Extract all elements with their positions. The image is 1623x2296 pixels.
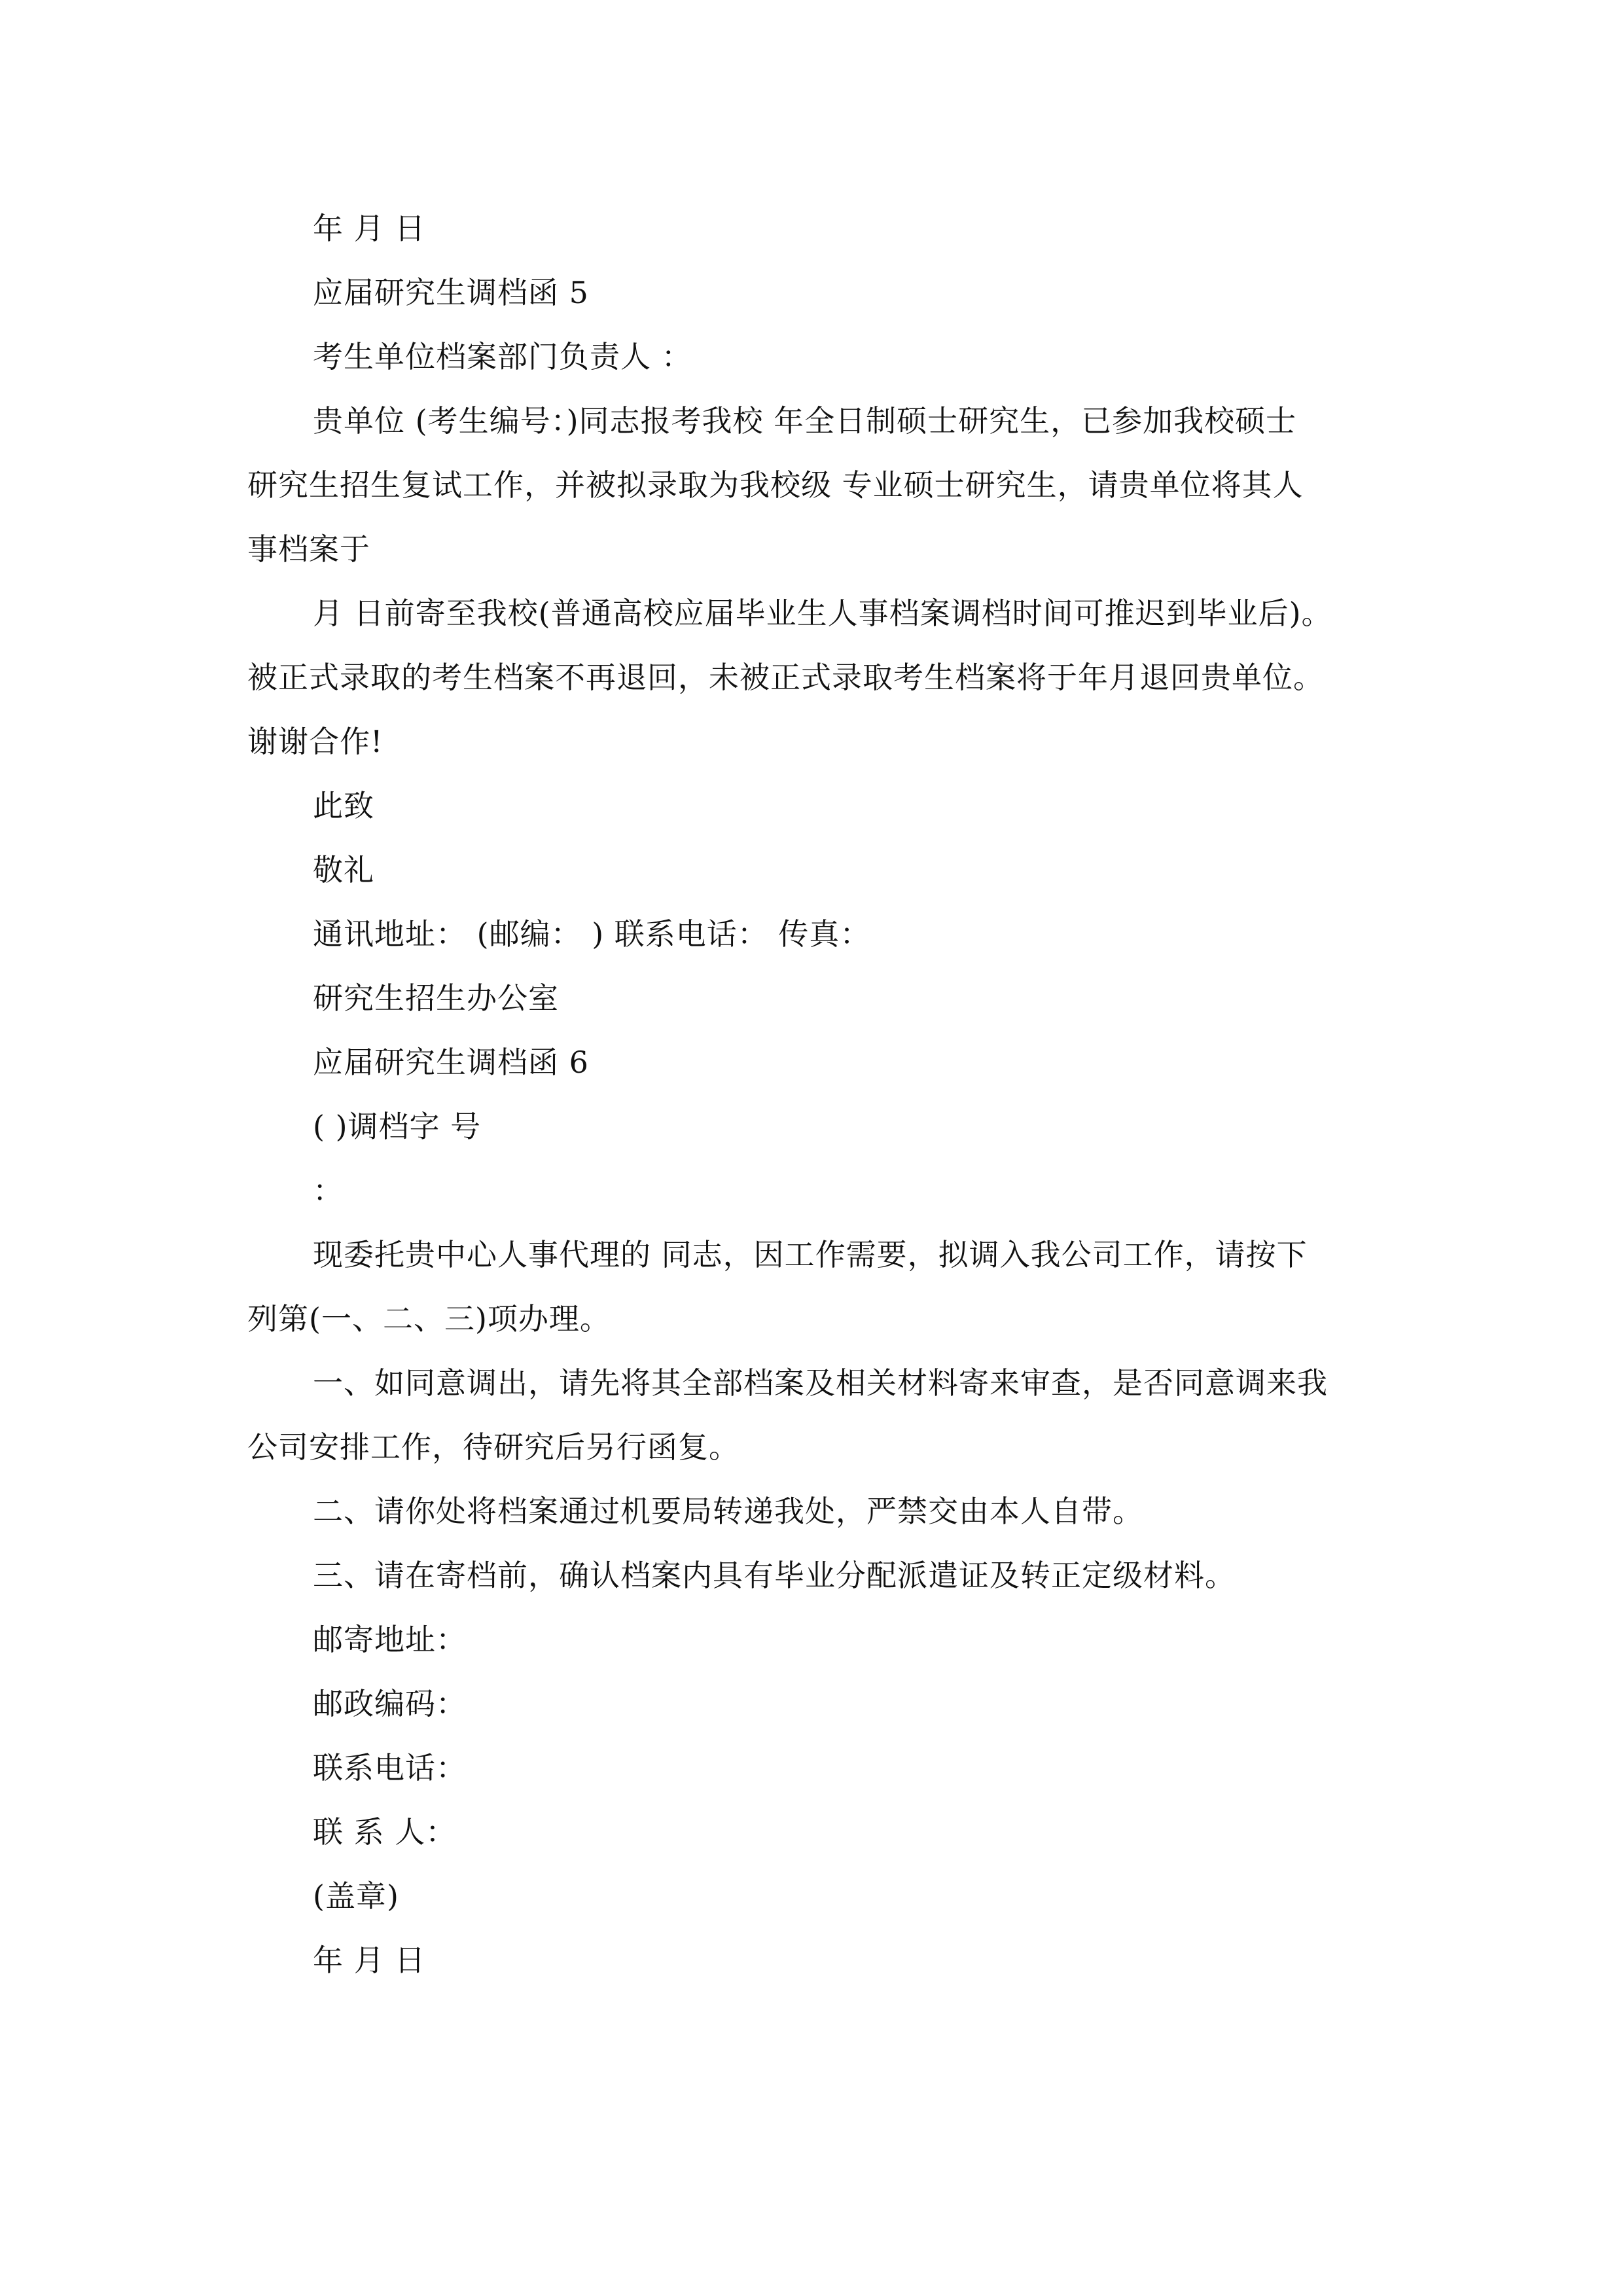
seal-label: (盖章)	[313, 1878, 399, 1914]
paragraph-line: 列第(一、二、三)项办理。	[247, 1301, 611, 1336]
paragraph-line: 被正式录取的考生档案不再退回，未被正式录取考生档案将于年月退回贵单位。	[247, 660, 1324, 695]
phone-label: 联系电话：	[313, 1750, 467, 1785]
paragraph-line: 贵单位 (考生编号：)同志报考我校 年全日制硕士研究生，已参加我校硕士	[313, 403, 1297, 439]
closing-line: 敬礼	[313, 852, 374, 888]
letter-title: 应届研究生调档函 5	[313, 275, 589, 310]
paragraph-line: 三、请在寄档前，确认档案内具有毕业分配派遣证及转正定级材料。	[313, 1558, 1236, 1593]
paragraph-line: 公司安排工作，待研究后另行函复。	[247, 1429, 740, 1465]
date-line: 年 月 日	[313, 1943, 426, 1978]
paragraph-line: 现委托贵中心人事代理的 同志，因工作需要，拟调入我公司工作，请按下	[313, 1237, 1308, 1272]
paragraph-line: 二、请你处将档案通过机要局转递我处，严禁交由本人自带。	[313, 1494, 1143, 1529]
contact-info: 通讯地址： (邮编： ) 联系电话： 传真：	[313, 916, 871, 952]
paragraph-line: 事档案于	[247, 531, 370, 567]
paragraph-line: 月 日前寄至我校(普通高校应届毕业生人事档案调档时间可推迟到毕业后)。	[313, 596, 1332, 631]
addressee: ：	[313, 1173, 344, 1208]
letter-title: 应届研究生调档函 6	[313, 1045, 589, 1080]
salutation: 考生单位档案部门负责人 ：	[313, 339, 692, 374]
date-line: 年 月 日	[313, 211, 426, 246]
document-body	[247, 196, 1383, 1992]
closing-line: 此致	[313, 788, 374, 823]
signature: 研究生招生办公室	[313, 980, 559, 1016]
paragraph-line: 研究生招生复试工作，并被拟录取为我校级 专业硕士研究生，请贵单位将其人	[247, 467, 1304, 503]
mail-address-label: 邮寄地址：	[313, 1622, 467, 1657]
postal-code-label: 邮政编码：	[313, 1686, 467, 1721]
paragraph-line: 一、如同意调出，请先将其全部档案及相关材料寄来审查，是否同意调来我	[313, 1365, 1328, 1401]
contact-person-label: 联 系 人：	[313, 1814, 457, 1850]
reference-number: ( )调档字 号	[313, 1109, 482, 1144]
paragraph-line: 谢谢合作!	[247, 724, 383, 759]
